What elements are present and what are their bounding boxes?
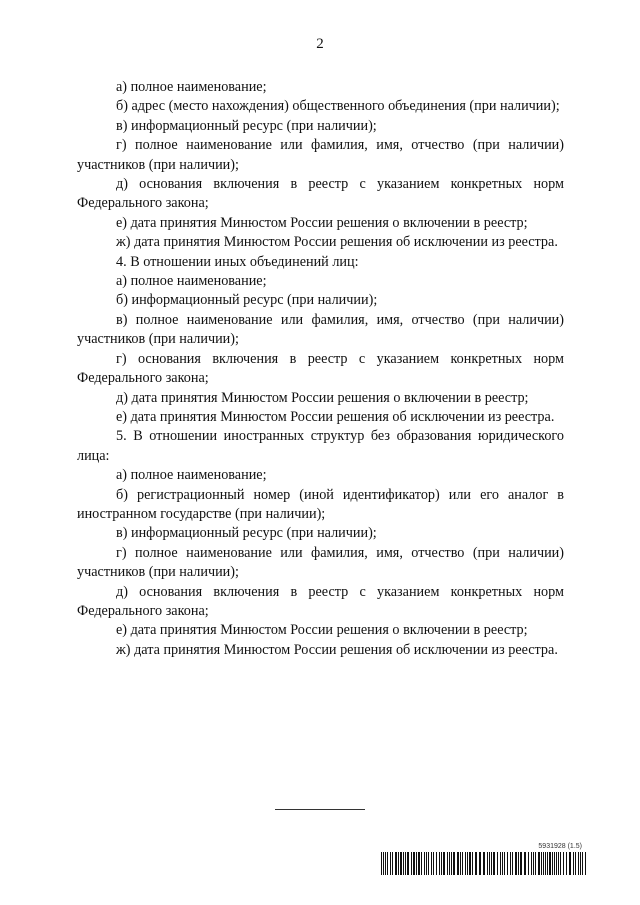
paragraph: ж) дата принятия Минюстом России решения об исключении из реестра. bbox=[116, 234, 558, 251]
end-divider bbox=[275, 809, 365, 810]
paragraph: е) дата принятия Минюстом России решения о включении в реестр; bbox=[116, 622, 528, 639]
paragraph: в) полное наименование или фамилия, имя, отчество (при наличии) участников (при наличии); bbox=[77, 311, 564, 348]
paragraph: е) дата принятия Минюстом России решения об исключении из реестра. bbox=[116, 408, 555, 425]
document-code: 5931928 (1.5) bbox=[538, 843, 582, 850]
page-number: 2 bbox=[316, 36, 324, 52]
paragraph: д) дата принятия Минюстом России решения о включении в реестр; bbox=[116, 389, 529, 406]
section-heading: 4. В отношении иных объединений лиц: bbox=[116, 253, 359, 270]
barcode-icon bbox=[381, 852, 586, 875]
paragraph: в) информационный ресурс (при наличии); bbox=[116, 525, 377, 542]
paragraph: а) полное наименование; bbox=[116, 467, 267, 484]
paragraph: е) дата принятия Минюстом России решения о включении в реестр; bbox=[116, 214, 528, 231]
paragraph: в) информационный ресурс (при наличии); bbox=[116, 117, 377, 134]
document-body bbox=[77, 78, 564, 660]
paragraph: г) полное наименование или фамилия, имя, отчество (при наличии) участников (при наличии); bbox=[77, 137, 564, 173]
paragraph: д) основания включения в реестр с указанием конкретных норм Федерального закона; bbox=[77, 176, 564, 212]
paragraph: г) полное наименование или фамилия, имя, отчество (при наличии) участников (при наличии); bbox=[77, 544, 564, 581]
paragraph: б) регистрационный номер (иной идентификатор) или его аналог в иностранном государстве (при наличии); bbox=[77, 486, 564, 522]
paragraph: б) адрес (место нахождения) общественного объединения (при наличии); bbox=[116, 98, 560, 115]
paragraph: г) основания включения в реестр с указанием конкретных норм Федерального закона; bbox=[77, 350, 564, 387]
paragraph: ж) дата принятия Минюстом России решения об исключении из реестра. bbox=[116, 641, 558, 658]
paragraph: д) основания включения в реестр с указанием конкретных норм Федерального закона; bbox=[77, 583, 564, 619]
section-heading: 5. В отношении иностранных структур без образования юридического лица: bbox=[77, 428, 564, 464]
paragraph: а) полное наименование; bbox=[116, 79, 267, 95]
paragraph: б) информационный ресурс (при наличии); bbox=[116, 292, 378, 309]
paragraph: а) полное наименование; bbox=[116, 273, 267, 290]
